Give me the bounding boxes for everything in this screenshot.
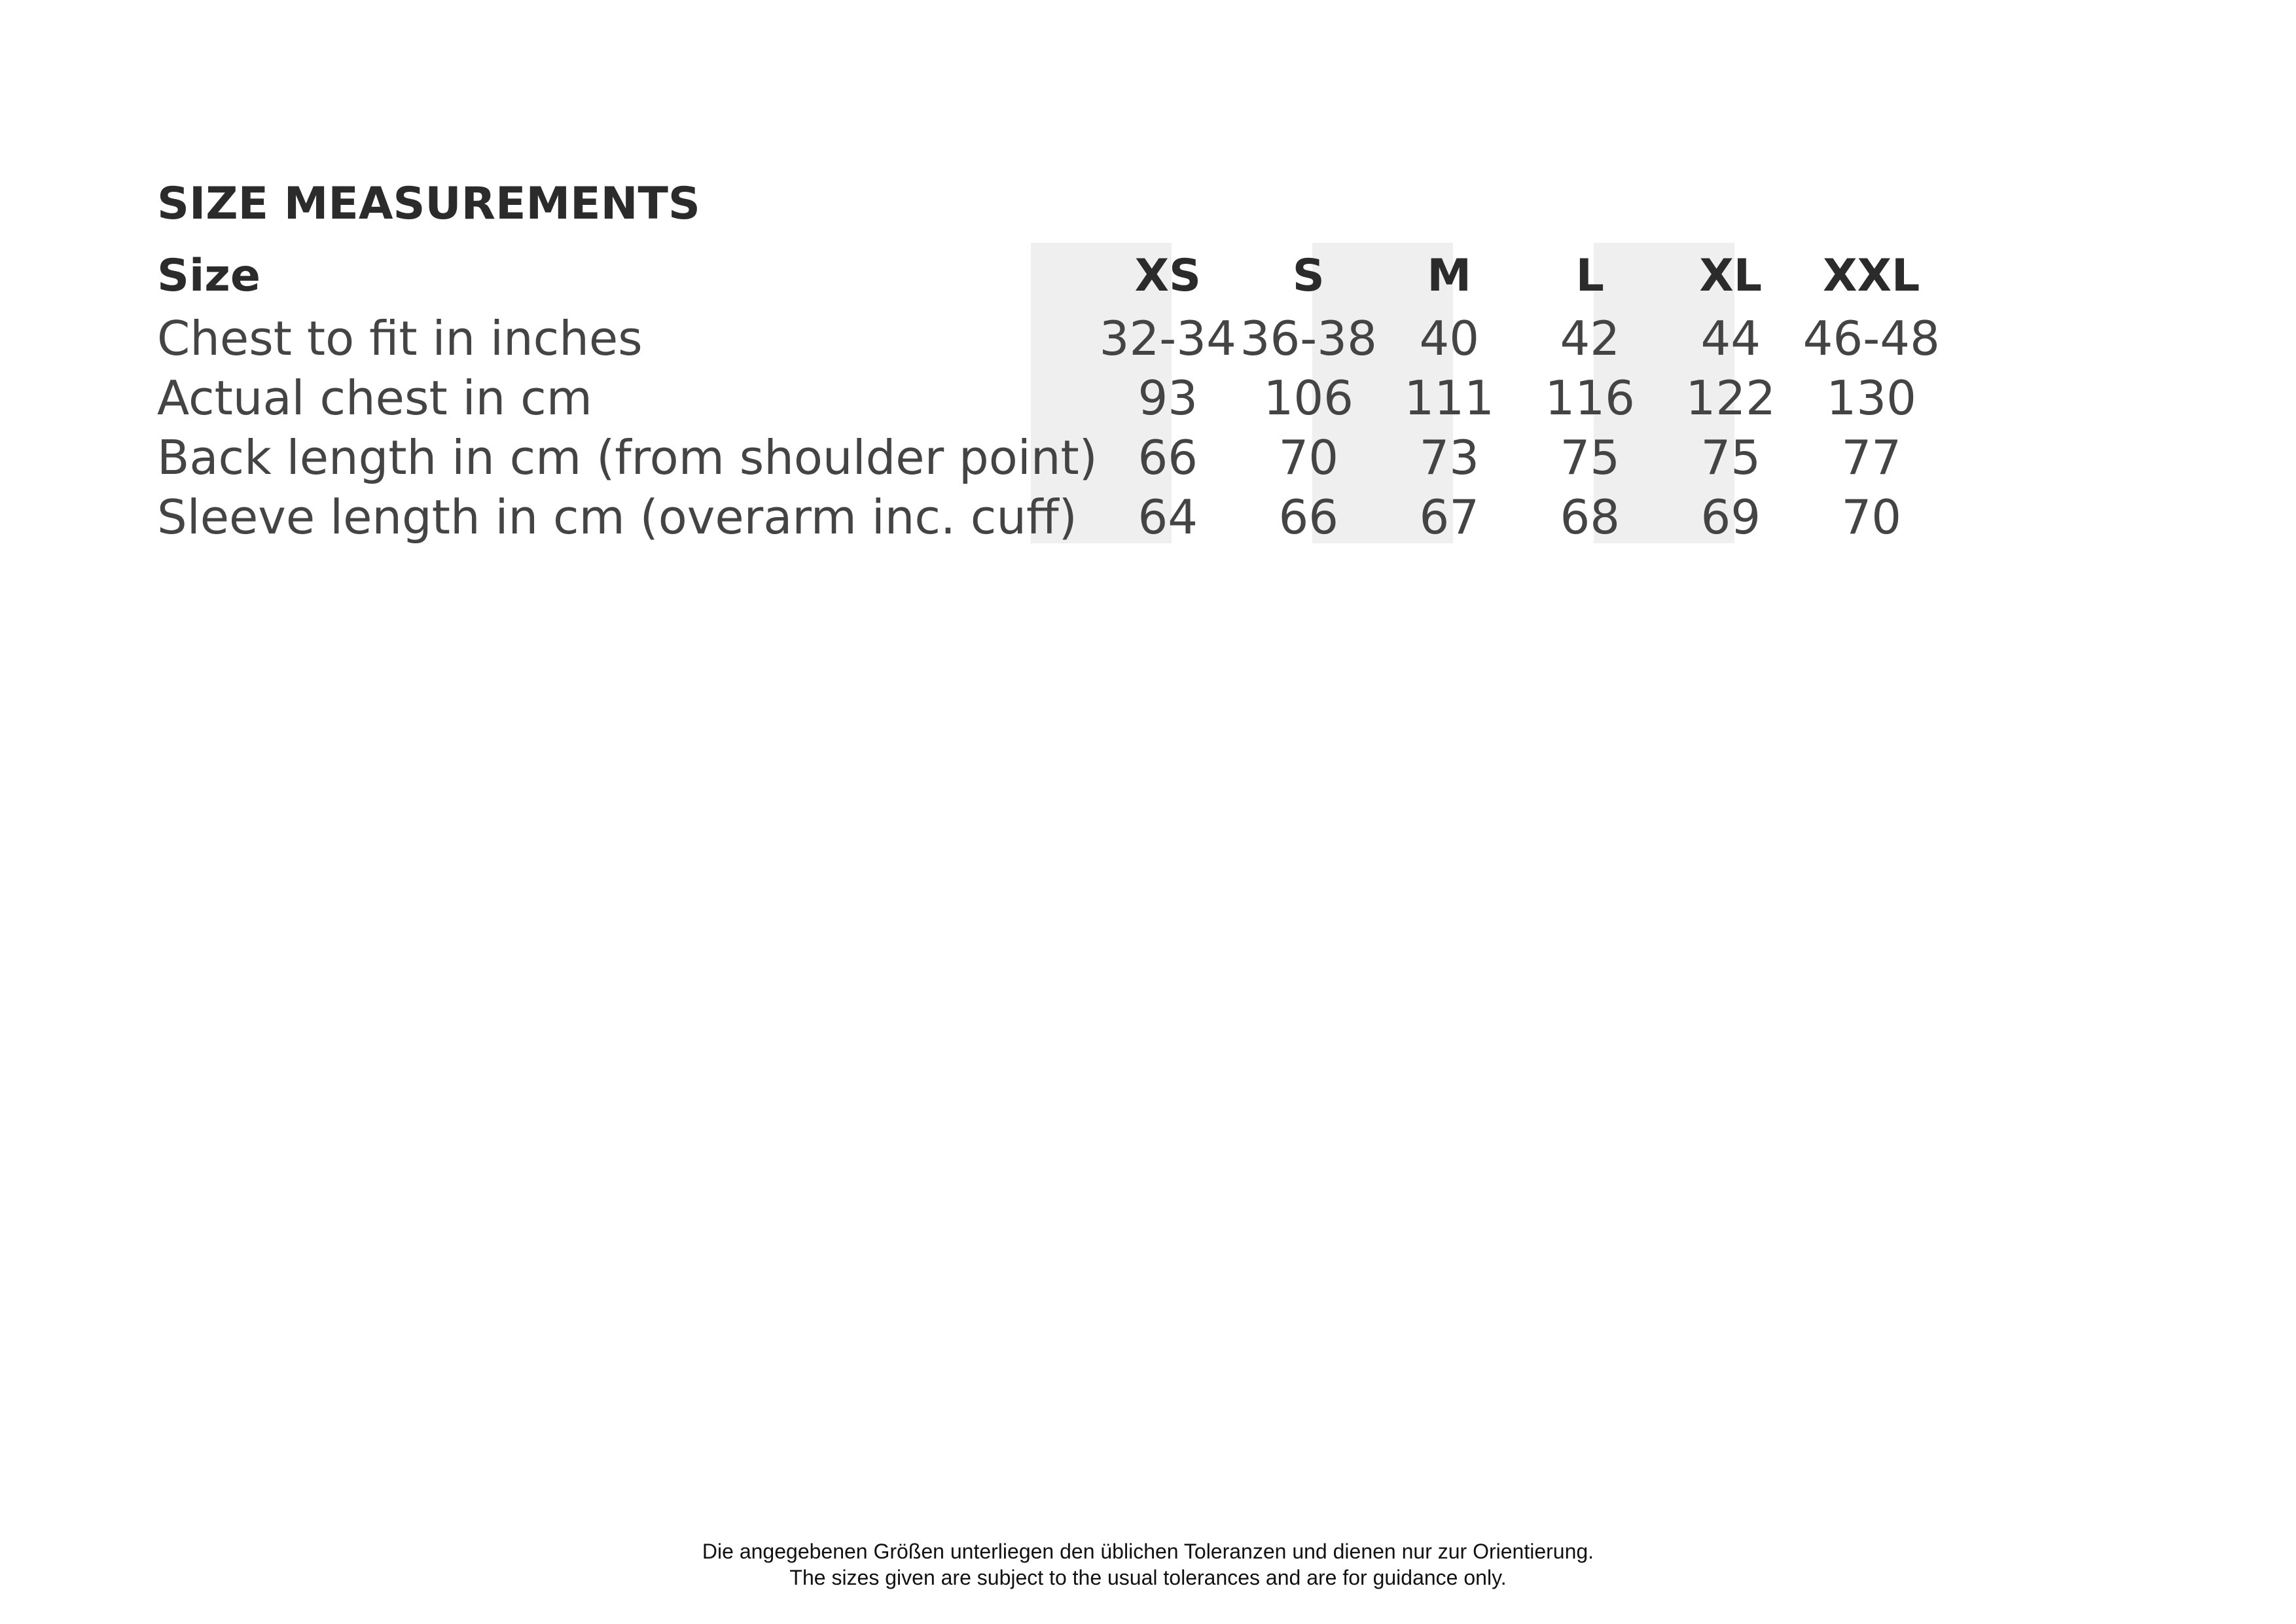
row-label: Back length in cm (from shoulder point): [157, 429, 1098, 485]
table-cell: 36-38: [1240, 310, 1377, 366]
table-cell: 116: [1545, 370, 1635, 425]
table-row-chest-inches: [157, 308, 1942, 368]
table-cell: 32-34: [1099, 310, 1236, 366]
table-cell: 66: [1138, 429, 1198, 485]
size-measurements-table: [157, 243, 1942, 547]
table-cell: 73: [1419, 429, 1480, 485]
table-cell: 130: [1826, 370, 1916, 425]
table-cell: 44: [1700, 310, 1761, 366]
table-cell: 75: [1560, 429, 1621, 485]
row-label: Chest to fit in inches: [157, 310, 643, 366]
size-header-l: L: [1575, 249, 1604, 302]
table-row-actual-chest: [157, 368, 1942, 427]
table-cell: 46-48: [1803, 310, 1940, 366]
size-header-xl: XL: [1699, 249, 1763, 302]
table-cell: 68: [1560, 489, 1621, 545]
footer-note-english: The sizes given are subject to the usual tolerances and are for guidance only.: [789, 1566, 1507, 1589]
table-cell: 66: [1278, 489, 1339, 545]
table-cell: 67: [1419, 489, 1480, 545]
table-row-back-length: [157, 427, 1942, 487]
table-cell: 111: [1404, 370, 1494, 425]
table-cell: 106: [1263, 370, 1354, 425]
table-cell: 69: [1700, 489, 1761, 545]
row-label: Actual chest in cm: [157, 370, 592, 425]
page-title: SIZE MEASUREMENTS: [157, 178, 700, 230]
table-header-row: [157, 243, 1942, 308]
size-header-xxl: XXL: [1823, 249, 1920, 302]
table-cell: 70: [1841, 489, 1902, 545]
table-cell: 75: [1700, 429, 1761, 485]
table-cell: 93: [1138, 370, 1198, 425]
size-header-xs: XS: [1134, 249, 1201, 302]
table-cell: 64: [1138, 489, 1198, 545]
size-header-s: S: [1292, 249, 1325, 302]
table-row-sleeve-length: [157, 487, 1942, 547]
size-header-label: Size: [157, 249, 260, 302]
table-cell: 70: [1278, 429, 1339, 485]
footer-note-german: Die angegebenen Größen unterliegen den üblichen Toleranzen und dienen nur zur Orientierung.: [702, 1540, 1594, 1563]
table-cell: 42: [1560, 310, 1621, 366]
size-header-m: M: [1427, 249, 1472, 302]
table-cell: 40: [1419, 310, 1480, 366]
row-label: Sleeve length in cm (overarm inc. cuff): [157, 489, 1077, 545]
table-cell: 122: [1685, 370, 1776, 425]
table-cell: 77: [1841, 429, 1902, 485]
